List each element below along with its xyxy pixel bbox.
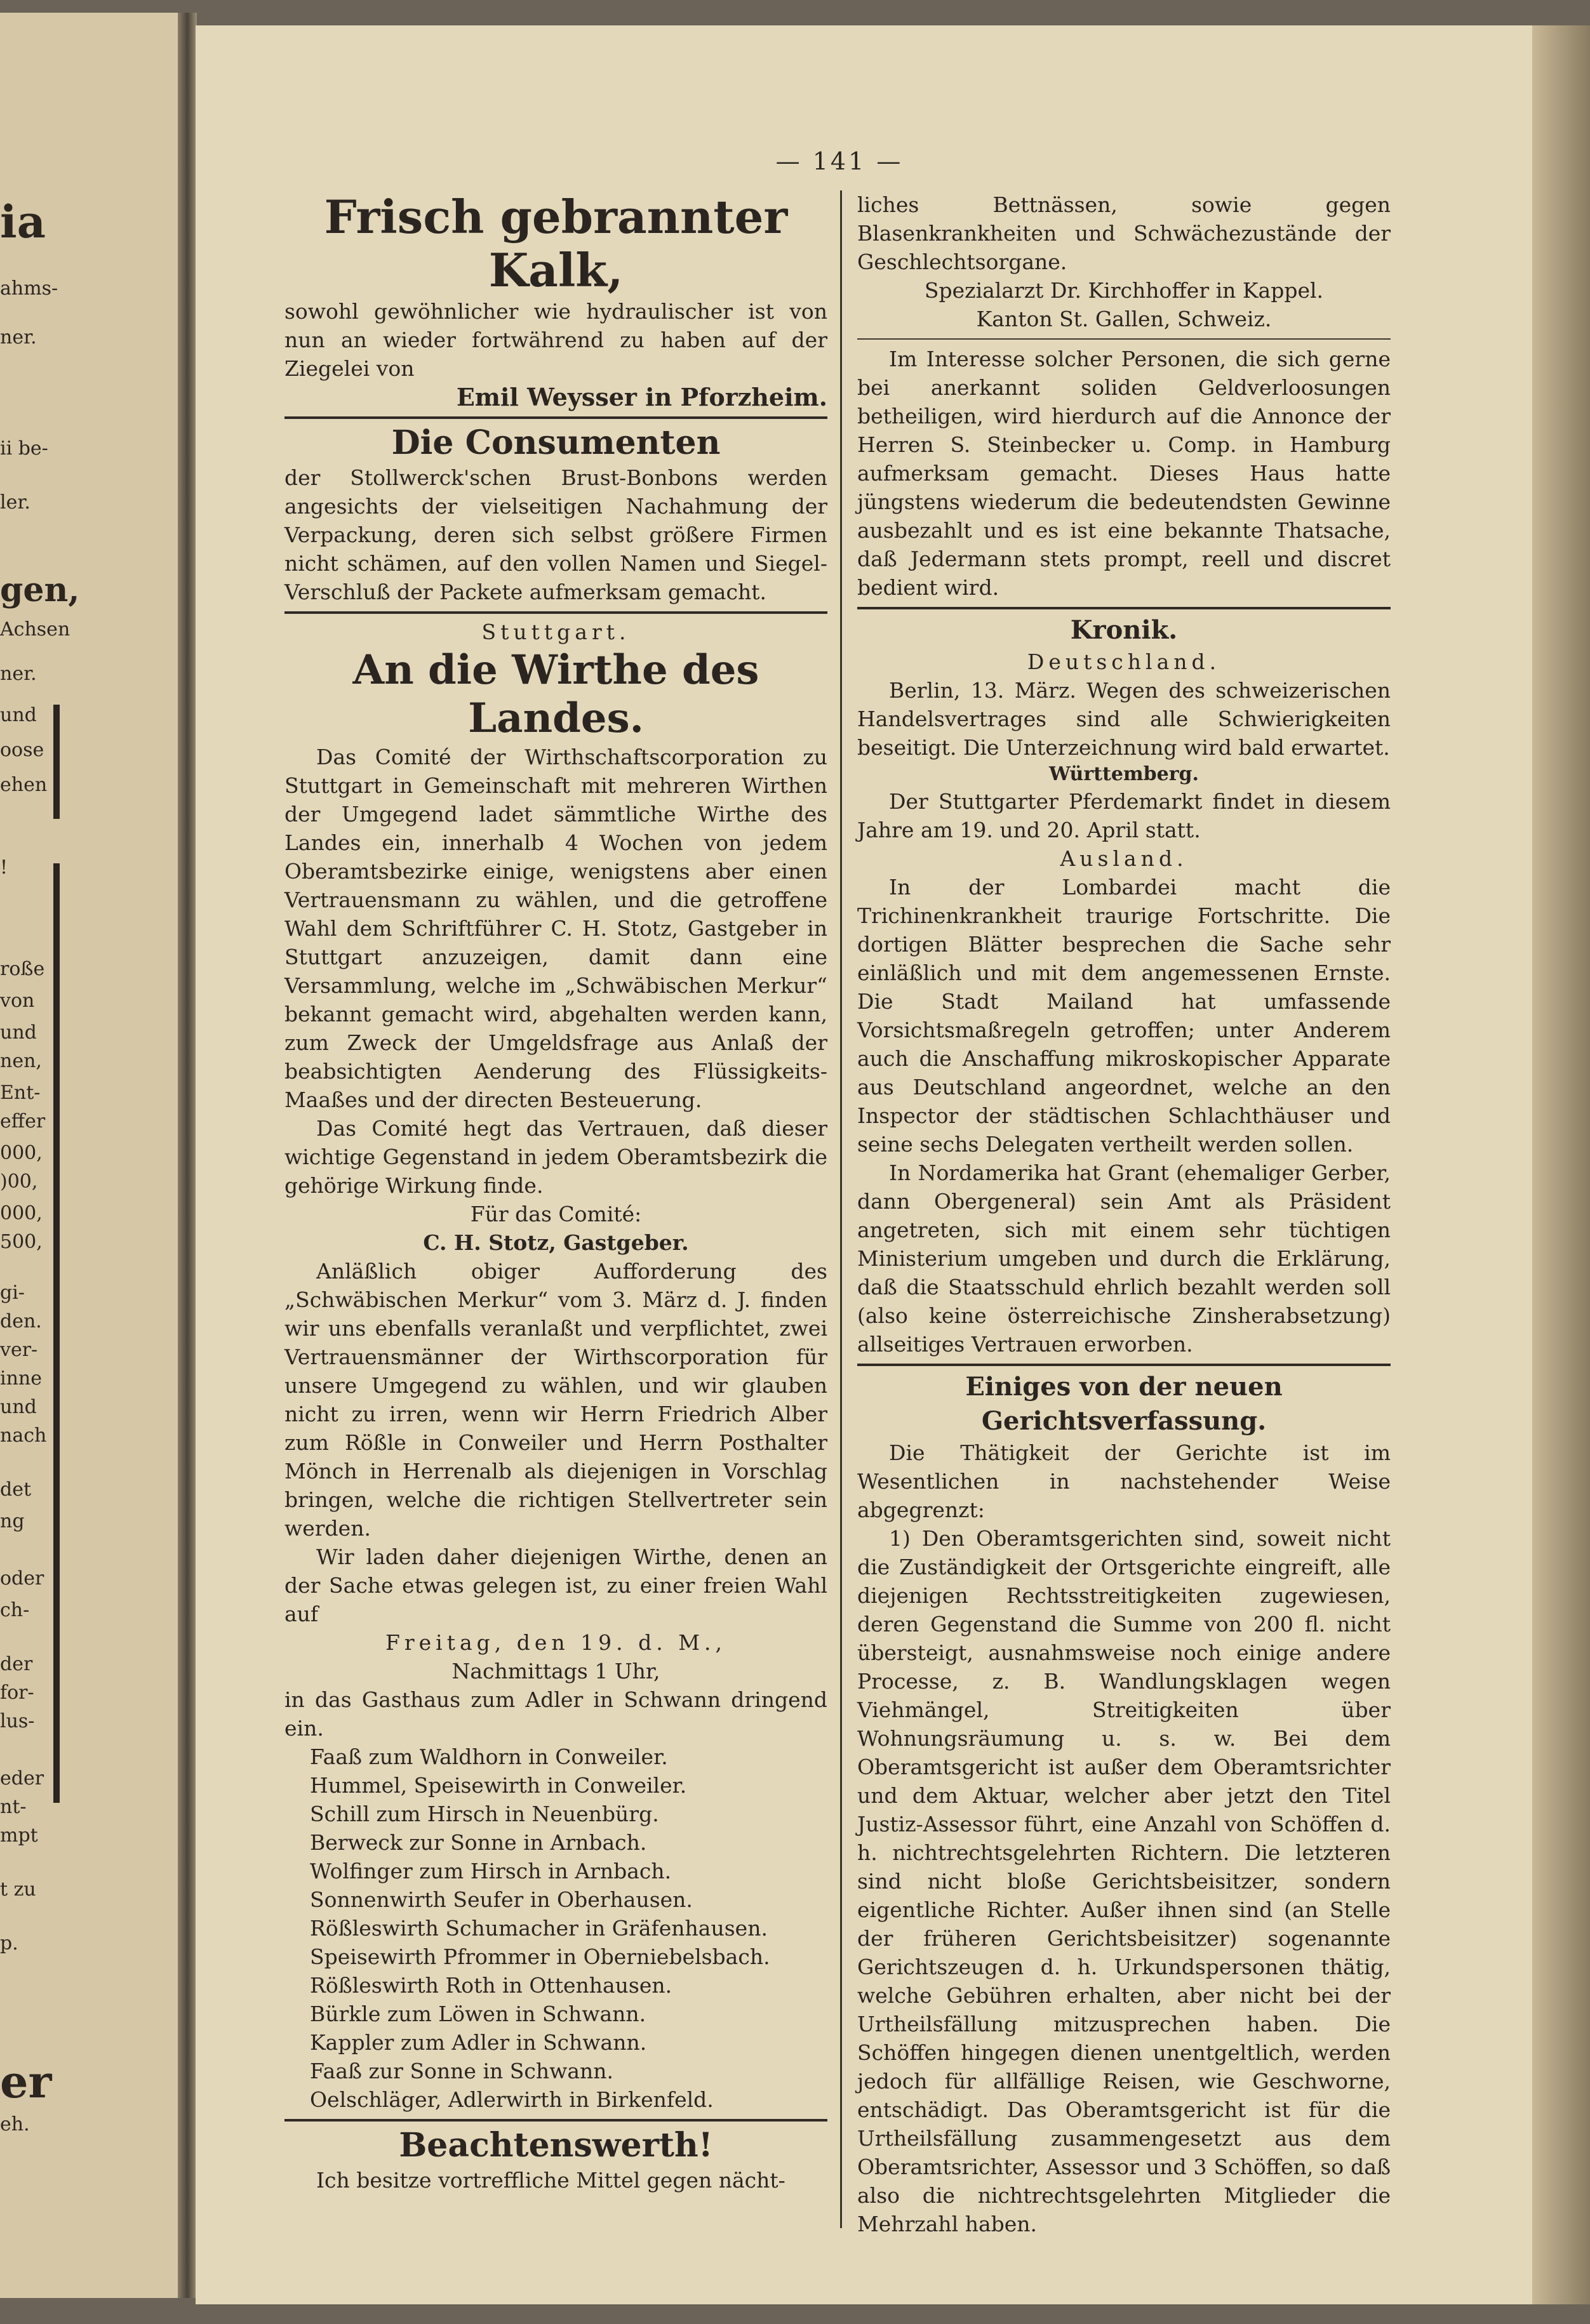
kalk-signature: Emil Weysser in Pforzheim.: [456, 383, 827, 411]
left-page-fragment: gen,: [0, 571, 80, 609]
news-stuttgart: Der Stuttgarter Pferdemarkt findet in diesem Jahre am 19. und 20. April statt.: [857, 789, 1391, 842]
beachtenswerth-body: Ich besitze vortreffliche Mittel gegen nächt-: [316, 2168, 785, 2193]
divider: [857, 607, 1391, 609]
left-page-fragment: )00,: [0, 1171, 38, 1193]
news-nordamerika: In Nordamerika hat Grant (ehemaliger Gerber, dann Obergeneral) sein Amt als Präsident angetreten, sich mit einem sehr tüchtigen Ministerium umgeben und durch die Erklärung, daß die Staatsschuld ehrlich bezahlt werden soll (also keine österreichische Zinsherabsetzung) allseitiges Vertrauen erworben.: [857, 1160, 1391, 1357]
wirthe-paragraph: Anläßlich obiger Aufforderung des „Schwäbischen Merkur“ vom 3. März d. J. finden wir uns ebenfalls veranlaßt und verpflichtet, zwei Vertrauensmänner der Wirthscorporation für unsere Umgegend zu wählen, und wir glauben nicht zu irren, wenn wir Herrn Friedrich Alber zum Rößle in Conweiler und Herrn Posthalter Mönch in Herrenalb als diejenigen in Vorschlag bringen, welche die richtigen Stellvertreter sein werden.: [284, 1259, 827, 1541]
left-page-fragment: roße: [0, 958, 45, 980]
gericht-section: [857, 1370, 1391, 2238]
left-page-fragment: nach: [0, 1424, 47, 1447]
signatory-name: Faaß zur Sonne in Schwann.: [310, 2059, 614, 2083]
signatory-name: Wolfinger zum Hirsch in Arnbach.: [310, 1859, 672, 1883]
left-page-fragment: ver-: [0, 1339, 38, 1361]
wirthe-paragraph: Das Comité hegt das Vertrauen, daß dieser wichtige Gegenstand in jedem Oberamtsbezirk die gehörige Wirkung finde.: [284, 1116, 827, 1198]
left-page-fragment: 000,: [0, 1142, 43, 1164]
left-page-fragment: gi-: [0, 1282, 25, 1304]
left-page-fragment: ner.: [0, 663, 37, 685]
left-page-fragment: nen,: [0, 1050, 42, 1072]
left-page-fragment: ler.: [0, 491, 30, 514]
signatory-name: Rößleswirth Roth in Ottenhausen.: [310, 1973, 672, 1998]
left-page-fragment: nt-: [0, 1796, 27, 1818]
left-page-fragment: 000,: [0, 1202, 43, 1225]
left-page-fragment: det: [0, 1478, 32, 1501]
kalk-body: sowohl gewöhnlicher wie hydraulischer ist von nun an wieder fortwährend zu haben auf der Ziegelei von: [284, 299, 827, 381]
left-page-fragment: und: [0, 1021, 37, 1044]
gericht-title: Einiges von der neuen Gerichtsverfassung.: [965, 1372, 1283, 1436]
beachtenswerth-ad: [284, 2125, 827, 2195]
left-page-fragment: und: [0, 704, 37, 726]
left-page-fragment: effer: [0, 1110, 46, 1132]
left-page-fragment: t zu: [0, 1878, 36, 1901]
left-page-rule: [53, 705, 60, 819]
gericht-intro: Die Thätigkeit der Gerichte ist im Wesentlichen in nachstehender Weise abgegrenzt:: [857, 1440, 1391, 1522]
book-gutter: [178, 13, 197, 2298]
kronik-section: [857, 613, 1391, 1358]
signatory-name: Speisewirth Pfrommer in Oberniebelsbach.: [310, 1944, 770, 1969]
left-page-fragment: ner.: [0, 326, 37, 349]
beachtenswerth-title: Beachtenswerth!: [399, 2126, 713, 2165]
wirthe-paragraph: in das Gasthaus zum Adler in Schwann dringend ein.: [284, 1687, 827, 1741]
page-number: — 141 —: [775, 147, 904, 175]
divider: [857, 1364, 1391, 1366]
consumenten-ad: [284, 423, 827, 606]
committee-signature: C. H. Stotz, Gastgeber.: [423, 1230, 689, 1255]
section-ausland: Ausland.: [1060, 846, 1188, 871]
left-page-fragment: er: [0, 2055, 52, 2108]
gericht-body: 1) Den Oberamtsgerichten sind, soweit nicht die Zuständigkeit der Ortsgerichte eingreift, alle diejenigen Rechtsstreitigkeiten zugewiesen, deren Gegenstand die Summe von 200 fl. nicht übersteigt, ausnahmsweise noch einige andere Processe, z. B. Wandlungsklagen wegen Viehmängel, Streitigkeiten über Wohnungsräumung u. s. w. Bei dem Oberamtsgericht ist außer dem Oberamtsrichter und dem Aktuar, welcher aber jetzt den Titel Justiz-Assessor führt, eine Anzahl von Schöffen d. h. nichtrechtsgelehrten Richtern. Die letzteren sind nicht bloße Gerichtsbeisitzer, sondern eigentliche Richter. Außer ihnen sind (an Stelle der früheren Gerichtsbeisitzer) sogenannte Gerichtszeugen d. h. Urkundspersonen thätig, welche Gebühren erhalten, aber nicht bei der Urtheilsfällung mitzusprechen haben. Die Schöffen hingegen dienen unentgeltlich, werden jedoch für allfällige Reisen, wie Geschworne, entschädigt. Das Oberamtsgericht ist für die Urtheilsfällung zusammengesetzt aus dem Oberamtsrichter, Assessor und 3 Schöffen, so daß also die nichtrechtsgelehrten Mitglieder die Mehrzahl haben.: [857, 1526, 1391, 2236]
left-page-fragment: und: [0, 1396, 37, 1418]
left-page-fragment: inne: [0, 1367, 42, 1390]
signatory-name: Kappler zum Adler in Schwann.: [310, 2030, 647, 2055]
continued-text: liches Bettnässen, sowie gegen Blasenkrankheiten und Schwächezustände der Geschlechtsorgane.: [857, 192, 1391, 274]
left-page-fragment: Achsen: [0, 618, 70, 641]
left-page-fragment: lus-: [0, 1710, 35, 1732]
news-lombardei: In der Lombardei macht die Trichinenkrankheit traurige Fortschritte. Die dortigen Blätter besprechen die Sache sehr einläßlich und mit dem angemessenen Ernste. Die Stadt Mailand hat umfassende Vorsichtsmaßregeln getroffen; unter Anderem auch die Anschaffung mikroskopischer Apparate aus Deutschland angeordnet, welche an den Inspector der städtischen Schlachthäuser und seine sechs Delegaten vertheilt werden sollen.: [857, 875, 1391, 1157]
left-page-fragment: !: [0, 856, 8, 879]
signatory-name: Rößleswirth Schumacher in Gräfenhausen.: [310, 1916, 768, 1941]
signatory-name: Schill zum Hirsch in Neuenbürg.: [310, 1802, 659, 1826]
left-page-fragment: oose: [0, 739, 44, 761]
section-wuerttemberg: Württemberg.: [1049, 763, 1199, 785]
signatory-name: Oelschläger, Adlerwirth in Birkenfeld.: [310, 2087, 714, 2112]
kronik-title: Kronik.: [1070, 615, 1178, 645]
doctor-line: Spezialarzt Dr. Kirchhoffer in Kappel.: [924, 278, 1324, 303]
left-page-fragment: oder: [0, 1567, 44, 1590]
divider: [857, 338, 1391, 340]
consumenten-body: der Stollwerck'schen Brust-Bonbons werden angesichts der vielseitigen Nachahmung der Verpackung, deren sich selbst größere Firmen nicht schämen, auf den vollen Namen und Siegel-Verschluß der Packete aufmerksam gemacht.: [284, 465, 827, 604]
left-page-fragment: ahms-: [0, 277, 58, 300]
doctor-location: Kanton St. Gallen, Schweiz.: [976, 307, 1272, 331]
divider: [284, 611, 827, 614]
divider: [284, 416, 827, 419]
left-page-fragment: ng: [0, 1510, 25, 1532]
signatory-name: Bürkle zum Löwen in Schwann.: [310, 2002, 646, 2026]
left-page-fragment: ehen: [0, 774, 48, 796]
page-edge: [1532, 25, 1590, 2304]
wirthe-title: An die Wirthe des Landes.: [352, 646, 759, 742]
wirthe-dateline: Stuttgart.: [481, 620, 631, 644]
consumenten-title: Die Consumenten: [391, 423, 721, 462]
left-page-fragment: for-: [0, 1682, 34, 1704]
section-deutschland: Deutschland.: [1027, 649, 1221, 674]
left-page-fragment: den.: [0, 1310, 42, 1332]
signatory-name: Sonnenwirth Seufer in Oberhausen.: [310, 1887, 693, 1912]
signatory-name: Berweck zur Sonne in Arnbach.: [310, 1830, 647, 1855]
meeting-date: Freitag, den 19. d. M.,: [385, 1630, 727, 1655]
left-page-fragment: 500,: [0, 1231, 43, 1253]
meeting-time: Nachmittags 1 Uhr,: [451, 1659, 660, 1683]
signatory-list: [284, 1743, 827, 2114]
kalk-title: Frisch gebrannter Kalk,: [324, 190, 788, 297]
left-column: [284, 190, 827, 2195]
left-page-rule: [53, 863, 60, 1803]
left-page-fragment: eh.: [0, 2113, 30, 2135]
wirthe-notice: [284, 618, 827, 2114]
wirthe-paragraph: Das Comité der Wirthschaftscorporation zu Stuttgart in Gemeinschaft mit mehreren Wirthen der Umgegend ladet sämmtliche Wirthe des Landes ein, innerhalb 4 Wochen von jedem Oberamtsbezirke einige, wenigstens aber einen Vertrauensmann zu wählen, und die getroffene Wahl dem Schriftführer C. H. Stotz, Gastgeber in Stuttgart anzuzeigen, damit dann eine Versammlung, welche im „Schwäbischen Merkur“ bekannt gemacht wird, abgehalten werden kann, zum Zweck der Umgeldsfrage aus Anlaß der beabsichtigten Aenderung des Flüssigkeits-Maaßes und der directen Besteuerung.: [284, 745, 827, 1112]
left-page-fragment: ii be-: [0, 437, 48, 460]
committee-label: Für das Comité:: [470, 1202, 642, 1226]
signatory-name: Hummel, Speisewirth in Conweiler.: [310, 1773, 687, 1798]
column-divider: [840, 190, 842, 2228]
left-page-fragment: mpt: [0, 1824, 38, 1847]
left-page-fragment: von: [0, 990, 35, 1012]
left-page-fragment: der: [0, 1653, 33, 1675]
left-page-fragment: p.: [0, 1932, 18, 1955]
divider: [284, 2119, 827, 2121]
left-page-fragment: Ent-: [0, 1082, 41, 1104]
left-page-fragment: ch-: [0, 1599, 30, 1621]
signatory-name: Faaß zum Waldhorn in Conweiler.: [310, 1744, 668, 1769]
news-berlin: Berlin, 13. März. Wegen des schweizerischen Handelsvertrages sind alle Schwierigkeiten beseitigt. Die Unterzeichnung wird bald erwartet.: [857, 678, 1391, 760]
wirthe-paragraph: Wir laden daher diejenigen Wirthe, denen an der Sache etwas gelegen ist, zu einer freien Wahl auf: [284, 1544, 827, 1626]
kalk-ad: [284, 190, 827, 411]
right-column: [857, 190, 1391, 2238]
left-page: [0, 13, 190, 2298]
left-page-fragment: eder: [0, 1767, 44, 1789]
left-page-fragment: ia: [0, 196, 46, 248]
lottery-notice: Im Interesse solcher Personen, die sich gerne bei anerkannt soliden Geldverloosungen betheiligen, wird hierdurch auf die Annonce der Herren S. Steinbecker u. Comp. in Hamburg aufmerksam gemacht. Dieses Haus hatte jüngstens wiederum die bedeutendsten Gewinne ausbezahlt und es ist eine bekannte Thatsache, daß Jedermann stets prompt, reell und discret bedient wird.: [857, 347, 1391, 600]
